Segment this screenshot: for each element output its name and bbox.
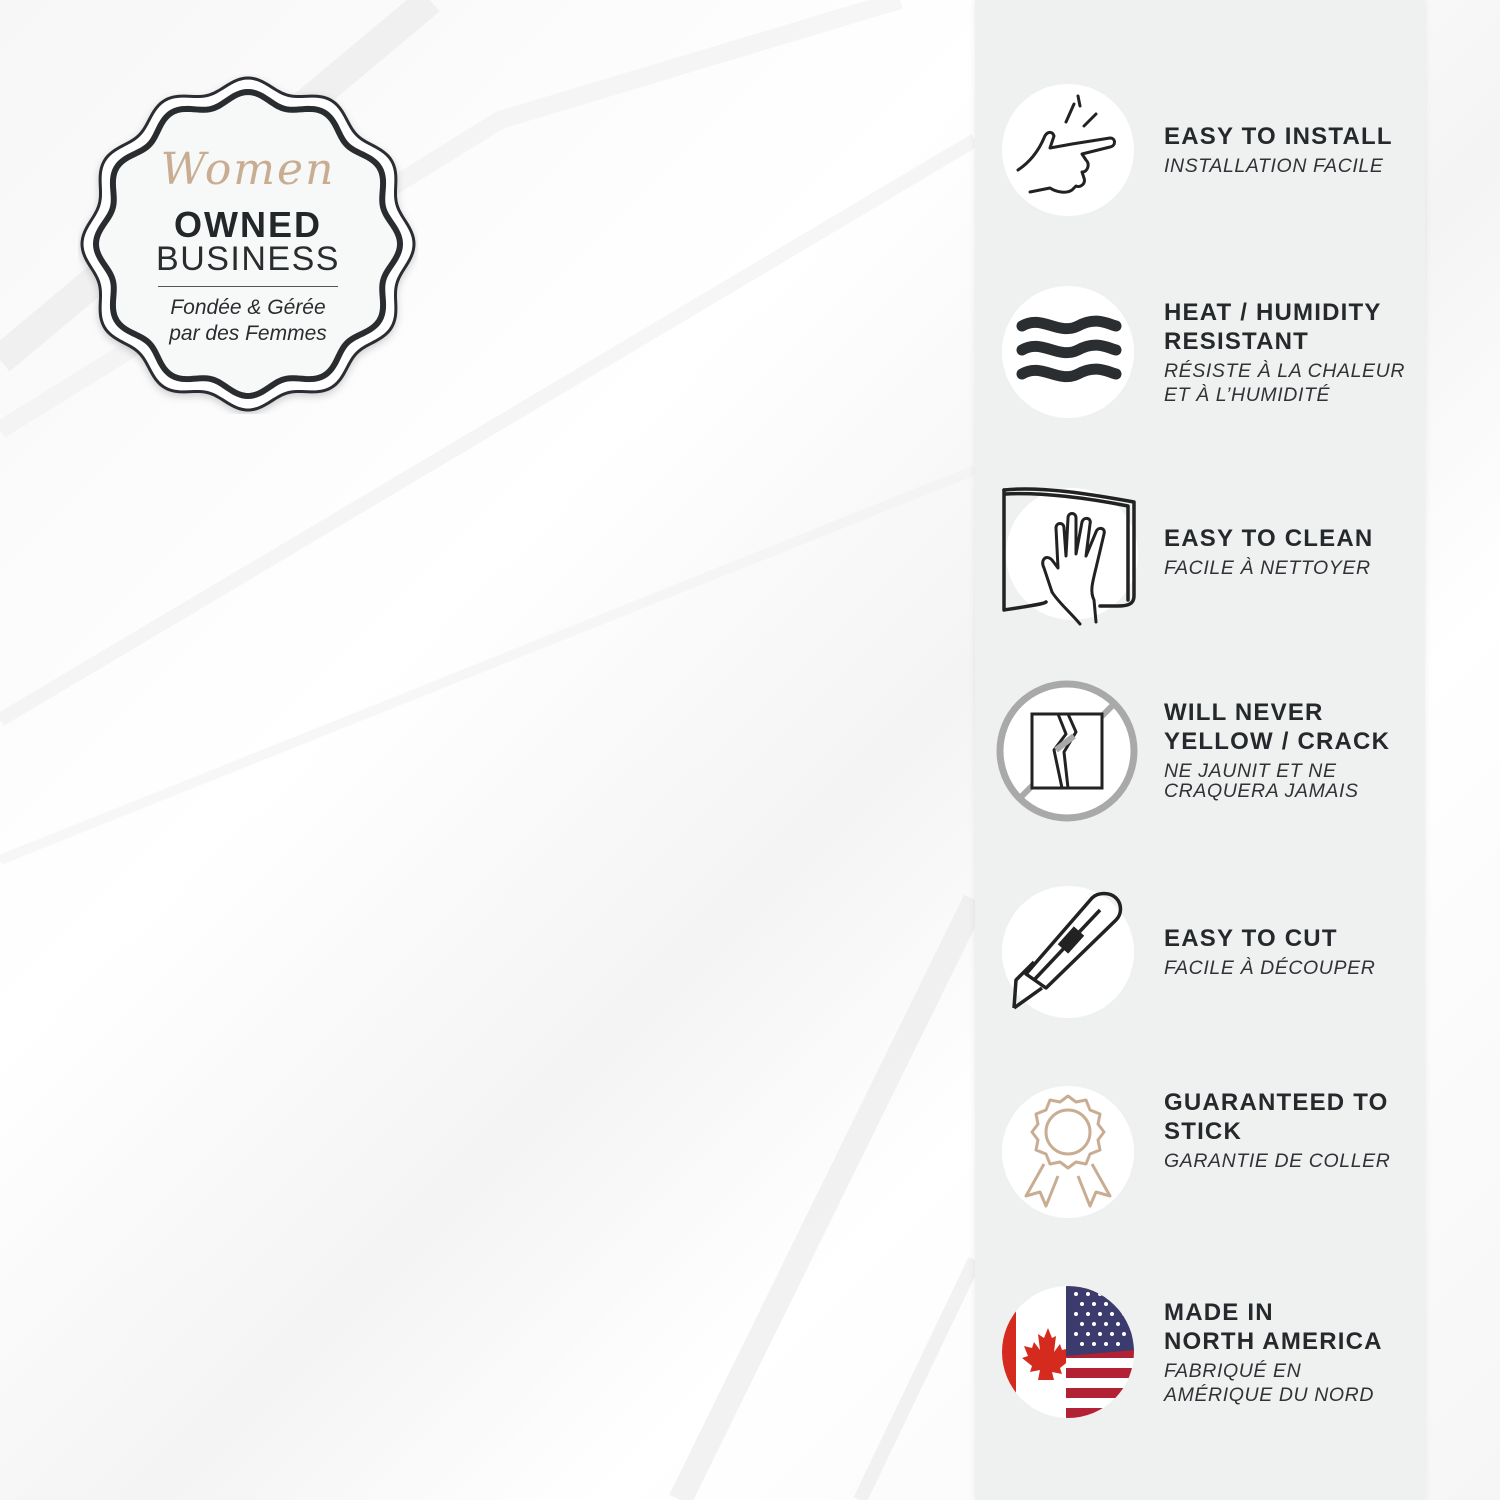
badge-french-line-2: par des Femmes: [169, 322, 327, 345]
feature-subtitle: FACILE À NETTOYER: [1164, 557, 1371, 579]
feature-subtitle: FABRIQUÉ EN: [1164, 1360, 1302, 1382]
badge-owned: OWNED: [174, 204, 322, 245]
feature-easy-clean: [975, 474, 1425, 634]
award-ribbon-icon: [1000, 1084, 1136, 1220]
feature-subtitle: AMÉRIQUE DU NORD: [1164, 1384, 1375, 1406]
feature-title: EASY TO INSTALL: [1164, 123, 1393, 150]
feature-easy-install: [975, 72, 1425, 232]
badge-french-line-1: Fondée & Gérée: [170, 296, 326, 319]
feature-no-yellow-crack: [975, 674, 1425, 834]
badge-script-women: Women: [160, 144, 336, 195]
feature-title: YELLOW / CRACK: [1164, 728, 1391, 755]
feature-title: RESISTANT: [1164, 328, 1310, 355]
feature-title: GUARANTEED TO: [1164, 1089, 1389, 1116]
feature-subtitle: CRAQUERA JAMAIS: [1164, 780, 1359, 802]
feature-title: STICK: [1164, 1118, 1242, 1145]
feature-subtitle: INSTALLATION FACILE: [1164, 155, 1384, 177]
feature-title: EASY TO CUT: [1164, 925, 1338, 952]
feature-easy-cut: [975, 874, 1425, 1034]
feature-subtitle: GARANTIE DE COLLER: [1164, 1150, 1391, 1172]
no-crack-icon: [996, 680, 1138, 822]
badge-divider: [158, 286, 338, 287]
feature-title: NORTH AMERICA: [1164, 1328, 1383, 1355]
feature-heat-humidity: [975, 274, 1425, 434]
feature-title: MADE IN: [1164, 1299, 1274, 1326]
wavy-lines-icon: [1000, 284, 1136, 420]
feature-subtitle: ET À L’HUMIDITÉ: [1164, 384, 1331, 406]
hand-wipe-icon: [1000, 484, 1140, 634]
feature-subtitle: NE JAUNIT ET NE: [1164, 760, 1337, 782]
feature-title: WILL NEVER: [1164, 699, 1324, 726]
feature-title: HEAT / HUMIDITY: [1164, 299, 1382, 326]
feature-title: EASY TO CLEAN: [1164, 525, 1374, 552]
feature-made-north-america: [975, 1274, 1425, 1434]
finger-snap-icon: [1000, 82, 1136, 218]
badge-business: BUSINESS: [156, 240, 340, 278]
feature-guaranteed-stick: [975, 1074, 1425, 1234]
feature-subtitle: RÉSISTE À LA CHALEUR: [1164, 360, 1406, 382]
feature-subtitle: FACILE À DÉCOUPER: [1164, 957, 1376, 979]
feature-panel: [975, 0, 1425, 1500]
utility-knife-icon: [1000, 884, 1136, 1020]
canada-usa-flag-icon: [1000, 1284, 1136, 1420]
women-owned-badge: [78, 74, 418, 414]
